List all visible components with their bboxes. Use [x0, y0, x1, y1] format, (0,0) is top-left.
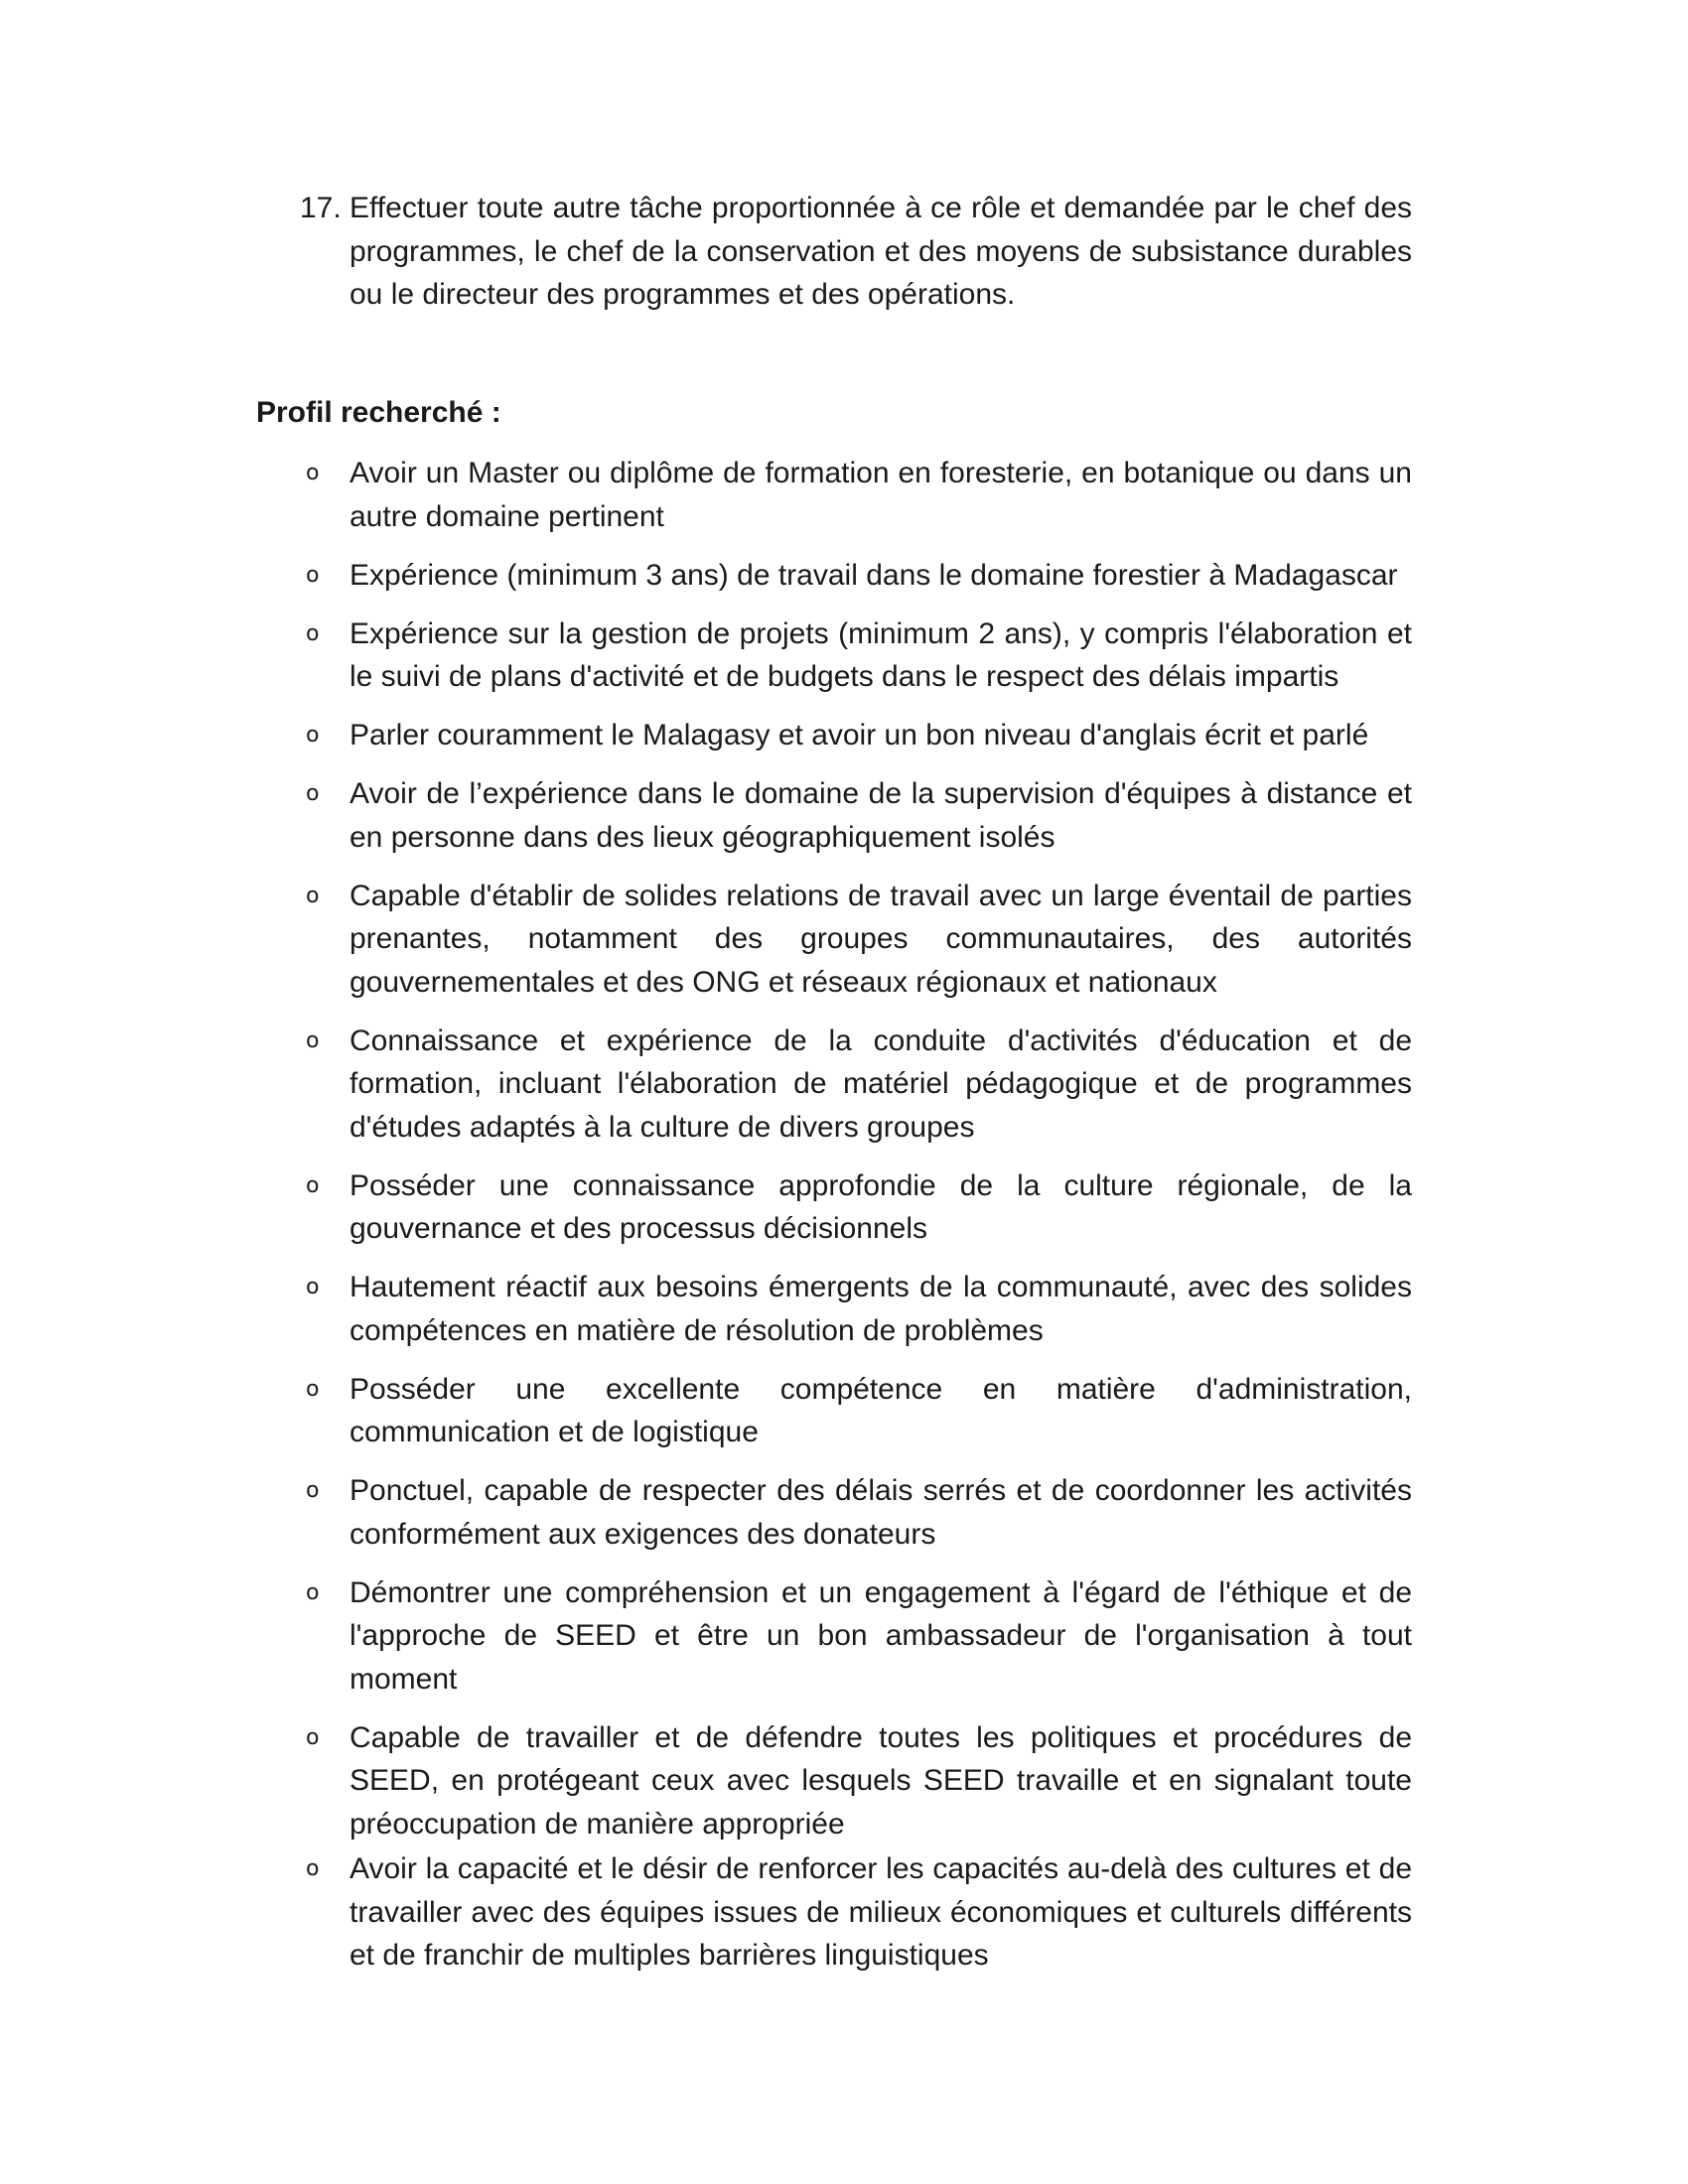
circle-bullet-icon: o [306, 723, 320, 748]
circle-bullet-icon: o [306, 461, 320, 485]
list-item [298, 1469, 1412, 1556]
list-item-text: Capable de travailler et de défendre toutes les politiques et procédures de SEED, en protégeant ceux avec lesquels SEED travaille et en signalant toute préoccupation de manière appropriée [350, 1720, 1412, 1841]
list-item [298, 772, 1412, 859]
requirements-list [298, 452, 1412, 1992]
circle-bullet-icon: o [306, 1376, 320, 1402]
list-item-number: 17. [300, 192, 342, 224]
list-item [298, 1368, 1412, 1454]
list-item-text: Avoir de l’expérience dans le domaine de la supervision d'équipes à distance et en personne dans des lieux géographiquement isolés [350, 777, 1412, 854]
numbered-list-item-17 [300, 187, 1412, 317]
list-item-text: Parler couramment le Malagasy et avoir un bon niveau d'anglais écrit et parlé [350, 719, 1369, 751]
list-item [298, 1266, 1412, 1352]
circle-bullet-icon: o [306, 1724, 320, 1750]
list-item [298, 613, 1412, 699]
list-item [298, 1020, 1412, 1150]
list-item [298, 1164, 1412, 1251]
circle-bullet-icon: o [306, 781, 320, 806]
list-item-text: Posséder une excellente compétence en matière d'administration, communication et de logistique [350, 1372, 1412, 1448]
list-item-text: Avoir la capacité et le désir de renforcer les capacités au-delà des cultures et de travailler avec des équipes issues de milieux économiques et culturels différents et de franchir de multiples barrières linguistiques [350, 1852, 1412, 1972]
list-item-text: Ponctuel, capable de respecter des délais serrés et de coordonner les activités conformément aux exigences des donateurs [350, 1474, 1412, 1551]
circle-bullet-icon: o [306, 1579, 320, 1605]
list-item-text: Capable d'établir de solides relations de travail avec un large éventail de parties prenantes, notamment des groupes communautaires, des autorités gouvernementales et des ONG et réseaux régionaux et nationaux [350, 879, 1412, 999]
circle-bullet-icon: o [306, 1275, 320, 1299]
circle-bullet-icon: o [306, 1172, 320, 1198]
list-item-text: Connaissance et expérience de la conduite d'activités d'éducation et de formation, incluant l'élaboration de matériel pédagogique et de programmes d'études adaptés à la culture de divers groupes [350, 1024, 1412, 1144]
circle-bullet-icon: o [306, 1478, 320, 1503]
circle-bullet-icon: o [306, 1027, 320, 1053]
list-item [298, 1571, 1412, 1702]
list-item-text: Effectuer toute autre tâche proportionnée à ce rôle et demandée par le chef des programmes, le chef de la conservation et des moyens de subsistance durables ou le directeur des programmes et des opérations. [350, 192, 1412, 311]
list-item [298, 452, 1412, 538]
list-item [298, 875, 1412, 1005]
list-item-text: Posséder une connaissance approfondie de la culture régionale, de la gouvernance et des processus décisionnels [350, 1168, 1412, 1245]
list-item [298, 554, 1412, 598]
list-item [298, 1716, 1412, 1846]
list-item [298, 1847, 1412, 1978]
list-item-text: Démontrer une compréhension et un engagement à l'égard de l'éthique et de l'approche de SEED et être un bon ambassadeur de l'organisation à tout moment [350, 1575, 1412, 1696]
list-item-text: Avoir un Master ou diplôme de formation en foresterie, en botanique ou dans un autre domaine pertinent [350, 457, 1412, 533]
list-item [298, 714, 1412, 757]
circle-bullet-icon: o [306, 562, 320, 588]
list-item-text: Hautement réactif aux besoins émergents de la communauté, avec des solides compétences en matière de résolution de problèmes [350, 1271, 1412, 1347]
section-heading-profil: Profil recherché : [256, 396, 501, 429]
list-item-text: Expérience sur la gestion de projets (minimum 2 ans), y compris l'élaboration et le suivi de plans d'activité et de budgets dans le respect des délais impartis [350, 616, 1412, 693]
circle-bullet-icon: o [306, 620, 320, 646]
list-item-text: Expérience (minimum 3 ans) de travail dans le domaine forestier à Madagascar [350, 558, 1398, 592]
circle-bullet-icon: o [306, 1856, 320, 1881]
circle-bullet-icon: o [306, 883, 320, 908]
